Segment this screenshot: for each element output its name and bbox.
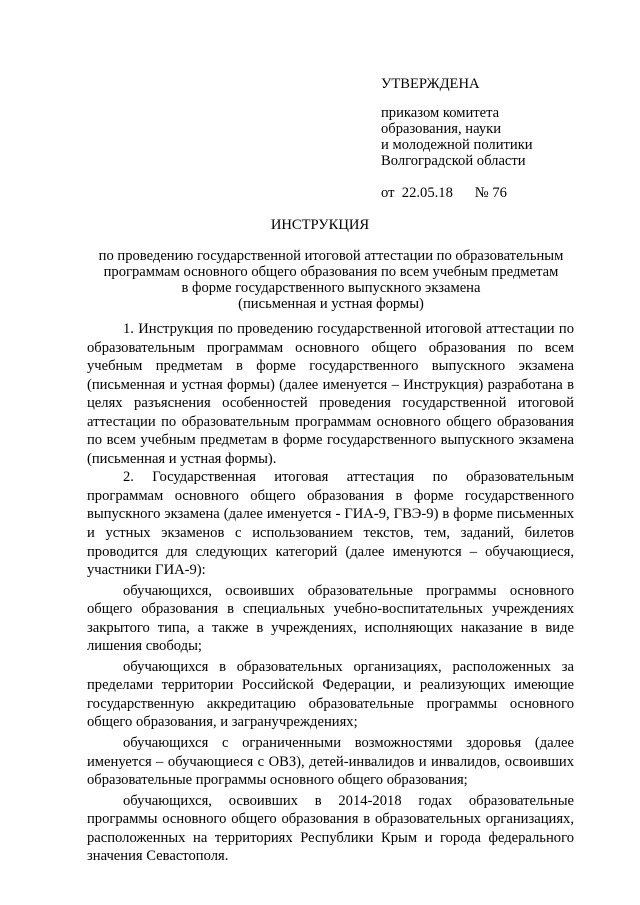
subtitle-line-1: по проведению государственной итоговой аттестации по образовательным [98,248,564,264]
document-title: ИНСТРУКЦИЯ [270,217,370,233]
approval-line-2: образования, науки [381,121,502,137]
paragraph-1: 1. Инструкция по проведению государственной итоговой аттестации по образовательным программам основного общего образования по всем учебным предметам в форме государственного выпускного экзамена (письменная и устная формы) (далее именуется – Инструкция) разработана в целях разъяснения особенностей проведения государственной итоговой аттестации по образовательным программам основного общего образования по всем учебным предметам в форме государственного выпускного экзамена (письменная и устная формы). [87,321,574,467]
document-body [87,320,574,866]
subtitle-line-3: в форме государственного выпускного экзамена [181,280,481,296]
approval-line-3: и молодежной политики [381,137,533,153]
order-number: 76 [492,185,507,201]
category-item-1: обучающихся, освоивших образовательные программы основного общего образования в специальных учебно-воспитательных учреждениях закрытого типа, а также в учреждениях, исполняющих наказание в виде лишения свободы; [87,582,574,655]
category-item-3: обучающихся с ограниченными возможностями здоровья (далее именуется – обучающиеся с ОВЗ), детей-инвалидов и инвалидов, освоивших образовательные программы основного общего образования; [87,735,574,789]
approval-line-1: приказом комитета [381,105,500,121]
order-date-number [381,185,591,201]
approval-line-4: Волгоградской области [381,153,526,169]
number-prefix: № [474,185,489,201]
category-item-2: обучающихся в образовательных организациях, расположенных за пределами территории Российской Федерации, и реализующих имеющие государственную аккредитацию образовательные программы основного общего образования, и загранучреждениях; [87,658,574,731]
subtitle-line-4: (письменная и устная формы) [238,296,424,312]
subtitle-line-2: программам основного общего образования по всем учебным предметам [103,264,559,280]
approval-heading: УТВЕРЖДЕНА [381,76,480,92]
approval-stamp [381,76,591,201]
date-prefix: от [381,185,395,201]
order-date: 22.05.18 [401,185,453,201]
paragraph-2: 2. Государственная итоговая аттестация по образовательным программам основного общего образования в форме государственного выпускного экзамена (далее именуется - ГИА-9, ГВЭ-9) в форме письменных и устных экзаменов с использованием текстов, тем, заданий, билетов проводится для следующих категорий (далее именуются – обучающиеся, участники ГИА-9): [87,469,574,579]
document-subtitle [60,248,602,312]
category-item-4: обучающихся, освоивших в 2014-2018 годах образовательные программы основного общего образования в образовательных организациях, расположенных на территориях Республики Крым и города федерального значения Севастополя. [87,792,574,865]
